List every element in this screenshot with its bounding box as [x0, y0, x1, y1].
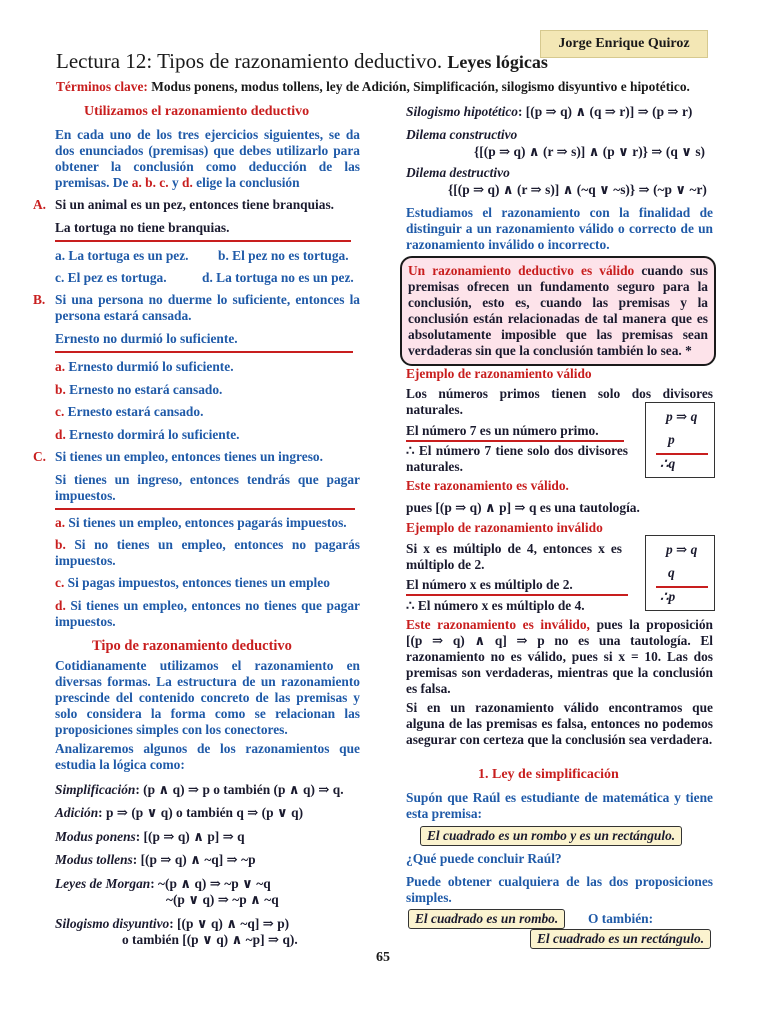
formula-divider: [656, 453, 708, 455]
law-formula: : ~(p ∧ q) ⇒ ~p ∨ ~q: [150, 876, 271, 891]
invalid-formula-box: [645, 535, 715, 611]
valid-definition-text: cuando sus premisas ofrecen un fundamento seguro para la conclusión, esto es, cuando las premisas y la conclusión están relacionadas de tal manera que es absolutamente imposible que las premisas sean verdaderas sin que la conclusión también lo sea. *: [408, 263, 708, 358]
option-letter: a.: [55, 359, 66, 374]
law-modus-ponens: [55, 829, 245, 845]
intro-y: y: [171, 175, 179, 190]
option-text: Ernesto estará cansado.: [67, 404, 204, 419]
premise-highlight: El cuadrado es un rombo y es un rectángulo.: [420, 826, 682, 846]
valid-verdict: Este razonamiento es válido.: [406, 478, 569, 493]
exercise-b-option-d: [55, 427, 240, 443]
law-formula: : [(p ∨ q) ∧ ~q] ⇒ p): [169, 916, 290, 931]
exercise-a-letter: A.: [33, 197, 47, 212]
exercise-b-premise-1: Si una persona no duerme lo suficiente, entonces la persona estará cansada.: [55, 292, 360, 323]
exercise-a-option-d: d. La tortuga no es un pez.: [202, 270, 354, 285]
valid-premise-2: El número 7 es un número primo.: [406, 423, 599, 438]
law-formula: : [(p ⇒ q) ∧ p] ⇒ q: [135, 829, 245, 844]
exercise-c-letter: C.: [33, 449, 47, 464]
exercise-c-option-c: [55, 575, 330, 591]
divider: [406, 440, 624, 442]
law-simplification: [55, 782, 344, 798]
paragraph-analyze: Analizaremos algunos de los razonamientos que estudia la lógica como:: [55, 741, 360, 772]
law-formula: : [(p ⇒ q) ∧ ~q] ⇒ ~p: [132, 852, 256, 867]
title-main: Lectura 12: Tipos de razonamiento deductivo.: [56, 49, 443, 73]
option-text: Si tienes un empleo, entonces pagarás impuestos.: [68, 515, 347, 530]
invalid-premise-2: El número x es múltiplo de 2.: [406, 577, 573, 592]
law-formula: : (p ∧ q) ⇒ p o también (p ∧ q) ⇒ q.: [135, 782, 344, 797]
law-label: Leyes de Morgan: [55, 876, 151, 891]
author-badge: Jorge Enrique Quiroz: [540, 30, 708, 58]
key-terms-label: Términos clave:: [56, 79, 148, 94]
heading-deductive: Utilizamos el razonamiento deductivo: [84, 104, 310, 119]
section-simplification: 1. Ley de simplificación: [478, 767, 619, 782]
option-text: Si tienes un empleo, entonces no tienes que pagar impuestos.: [55, 598, 360, 629]
constructive-dilemma-label: Dilema constructivo: [406, 127, 518, 142]
invalid-premise-1: Si x es múltiplo de 4, entonces x es múltiplo de 2.: [406, 541, 622, 572]
option-letter: d.: [55, 598, 66, 613]
exercise-a-option-c: c. El pez es tortuga.: [55, 270, 167, 285]
intro-text: En cada uno de los tres ejercicios siguientes, se da dos enunciados (premisas) que debes utilizarlo para obtener la conclusión como deducción de las premisas. De: [55, 127, 360, 190]
formula-line-3: ∴q: [660, 456, 676, 471]
formula-line-2: p: [668, 432, 675, 447]
invalid-explanation: [406, 617, 713, 697]
valid-formula-box: [645, 402, 715, 478]
formula-line-2: q: [668, 565, 675, 580]
law-modus-tollens: [55, 852, 256, 868]
law-formula: : [(p ⇒ q) ∧ (q ⇒ r)] ⇒ (p ⇒ r): [517, 104, 693, 119]
valid-definition-highlight: Un razonamiento deductivo es válido: [408, 263, 635, 278]
intro-d: d.: [182, 175, 193, 190]
page-title: [56, 49, 548, 74]
valid-definition-box: [400, 256, 716, 366]
law-hypothetical-syllogism: [406, 104, 692, 120]
exercise-b-option-c: [55, 404, 203, 420]
formula-divider: [656, 586, 708, 588]
constructive-dilemma-formula: {[(p ⇒ q) ∧ (r ⇒ s)] ∧ (p ∨ r)} ⇒ (q ∨ s): [474, 144, 706, 159]
option-text: Ernesto durmió lo suficiente.: [68, 359, 234, 374]
valid-example-title: Ejemplo de razonamiento válido: [406, 366, 592, 381]
law-label: Modus tollens: [55, 852, 133, 867]
or-also: O también:: [588, 911, 654, 926]
paragraph-study: Estudiamos el razonamiento con la finalidad de distinguir a un razonamiento válido o correcto de un razonamiento inválido o incorrecto.: [406, 205, 713, 252]
page-number: 65: [376, 950, 390, 965]
paragraph-everyday: Cotidianamente utilizamos el razonamiento en diversas formas. La estructura de un razonamiento prescinde del contenido concreto de las premisas y solo considera la forma como se relacionan las proposiciones simples con los conectores.: [55, 658, 360, 737]
law-label: Silogismo hipotético: [406, 104, 518, 119]
conclusion-2: El cuadrado es un rectángulo.: [530, 929, 711, 949]
law-label: Silogismo disyuntivo: [55, 916, 170, 931]
option-text: Ernesto dormirá lo suficiente.: [69, 427, 240, 442]
invalid-explanation-text: pues la proposición [(p ⇒ q) ∧ q] ⇒ p no es una tautología. El razonamiento no es válido, pues si x = 10. Las dos premisas son verdaderas, mientras que la conclusión es falsa.: [406, 617, 714, 696]
false-premise-note: Si en un razonamiento válido encontramos que alguna de las premisas es falsa, entonces no podemos asegurar con certeza que la conclusión sea verdadera.: [406, 700, 713, 747]
formula-line-1: p ⇒ q: [666, 542, 698, 557]
key-terms-text: Modus ponens, modus tollens, ley de Adición, Simplificación, silogismo disyuntivo e hipotético.: [151, 79, 690, 94]
conclusion-1: El cuadrado es un rombo.: [408, 909, 565, 929]
law-de-morgan-2: ~(p ∨ q) ⇒ ~p ∧ ~q: [166, 892, 279, 907]
law-disjunctive-syllogism: [55, 916, 289, 932]
law-de-morgan: [55, 876, 271, 892]
option-letter: b.: [55, 382, 66, 397]
valid-conclusion: ∴ El número 7 tiene solo dos divisores naturales.: [406, 443, 628, 474]
exercise-b-letter: B.: [33, 292, 46, 307]
exercise-c-premise-1: Si tienes un empleo, entonces tienes un ingreso.: [55, 449, 323, 464]
law-formula: : p ⇒ (p ∨ q) o también q ⇒ (p ∨ q): [98, 805, 304, 820]
law-label: Simplificación: [55, 782, 136, 797]
exercise-c-premise-2: Si tienes un ingreso, entonces tendrás que pagar impuestos.: [55, 472, 360, 503]
option-letter: b.: [55, 537, 66, 552]
exercise-c-option-a: [55, 515, 347, 531]
intro-letters: a. b. c.: [131, 175, 169, 190]
option-letter: c.: [55, 575, 65, 590]
formula-line-3: ∴p: [660, 589, 676, 604]
valid-tautology: pues [(p ⇒ q) ∧ p] ⇒ q es una tautología.: [406, 500, 640, 515]
intro-paragraph: [55, 127, 360, 191]
destructive-dilemma-label: Dilema destructivo: [406, 165, 510, 180]
option-text: Ernesto no estará cansado.: [69, 382, 223, 397]
law-label: Adición: [55, 805, 99, 820]
formula-line-1: p ⇒ q: [666, 409, 698, 424]
raul-question: ¿Qué puede concluir Raúl?: [406, 851, 562, 866]
exercise-a-option-b: b. El pez no es tortuga.: [218, 248, 349, 263]
exercise-b-option-a: [55, 359, 234, 375]
intro-end: elige la conclusión: [196, 175, 300, 190]
exercise-a-premise-2: La tortuga no tiene branquias.: [55, 220, 230, 235]
divider: [55, 351, 353, 353]
valid-premise-1: Los números primos tienen solo dos divisores naturales.: [406, 386, 713, 417]
raul-intro: Supón que Raúl es estudiante de matemática y tiene esta premisa:: [406, 790, 713, 821]
option-letter: d.: [55, 427, 66, 442]
law-label: Modus ponens: [55, 829, 136, 844]
divider: [55, 240, 351, 242]
key-terms: [56, 79, 690, 95]
divider: [55, 508, 355, 510]
exercise-c-option-d: [55, 598, 360, 630]
option-letter: c.: [55, 404, 65, 419]
invalid-verdict: Este razonamiento es inválido,: [406, 617, 590, 632]
raul-answer: Puede obtener cualquiera de las dos proposiciones simples.: [406, 874, 713, 905]
exercise-b-premise-2: Ernesto no durmió lo suficiente.: [55, 331, 238, 346]
heading-type: Tipo de razonamiento deductivo: [92, 638, 292, 654]
invalid-conclusion: ∴ El número x es múltiplo de 4.: [406, 598, 585, 613]
invalid-example-title: Ejemplo de razonamiento inválido: [406, 520, 603, 535]
exercise-c-option-b: [55, 537, 360, 569]
option-text: Si pagas impuestos, entonces tienes un empleo: [67, 575, 330, 590]
law-addition: [55, 805, 303, 821]
destructive-dilemma-formula: {[(p ⇒ q) ∧ (r ⇒ s)] ∧ (~q ∨ ~s)} ⇒ (~p ∨ ~r): [448, 182, 707, 197]
option-letter: a.: [55, 515, 66, 530]
exercise-a-option-a: a. La tortuga es un pez.: [55, 248, 189, 263]
title-sub: Leyes lógicas: [447, 52, 548, 72]
exercise-a-premise-1: Si un animal es un pez, entonces tiene branquias.: [55, 197, 335, 212]
divider: [406, 594, 628, 596]
option-text: Si no tienes un empleo, entonces no pagarás impuestos.: [55, 537, 360, 568]
law-disjunctive-syllogism-2: o también [(p ∨ q) ∧ ~p] ⇒ q).: [122, 932, 298, 947]
exercise-b-option-b: [55, 382, 222, 398]
